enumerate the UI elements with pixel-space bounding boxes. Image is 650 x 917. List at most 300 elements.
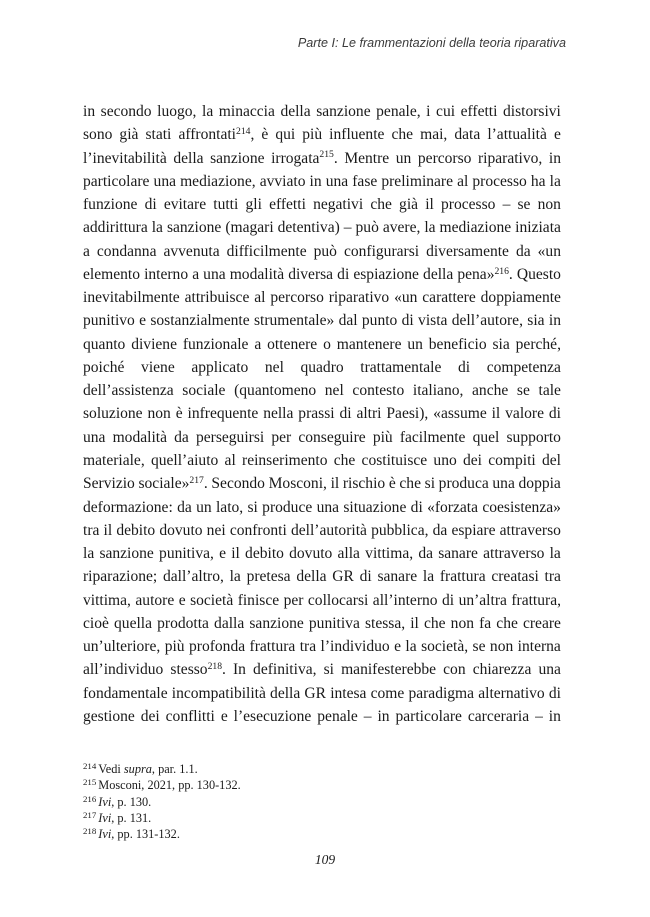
word: negativi	[313, 196, 364, 214]
word: data	[454, 126, 481, 144]
word: effetti	[460, 103, 498, 120]
word: mantenere	[336, 335, 402, 353]
word: detentiva)	[277, 219, 340, 237]
word: altri	[356, 405, 382, 423]
word: finisce	[237, 591, 280, 609]
text-run: .	[508, 265, 513, 283]
text-line	[83, 565, 561, 588]
word: elemento	[83, 265, 140, 283]
word: un	[196, 498, 212, 516]
word: in	[548, 312, 561, 330]
word: produca	[438, 475, 489, 493]
word: ha	[530, 172, 546, 190]
word: dovuto	[289, 545, 333, 563]
word: addirittura	[83, 219, 148, 237]
word: la	[229, 568, 241, 586]
text-run: .	[203, 475, 208, 493]
word: produce	[262, 498, 313, 516]
word: applicato	[191, 358, 249, 376]
word: Mosconi,	[268, 475, 327, 493]
word: il	[231, 545, 240, 563]
word: debito	[116, 521, 156, 539]
footnote-ref[interactable]: 217	[189, 474, 204, 486]
word: tale	[538, 382, 561, 400]
word: punitiva,	[159, 545, 214, 563]
word: modalità	[229, 265, 285, 283]
word: la	[424, 219, 436, 237]
word: dalla	[214, 614, 245, 632]
word: un’ulteriore,	[83, 638, 161, 656]
word: conseguire	[298, 428, 366, 446]
word: si	[424, 475, 436, 493]
word: conflitti	[165, 707, 215, 725]
word: società,	[421, 638, 469, 656]
word: percorso	[270, 289, 324, 307]
word: punto	[361, 312, 398, 330]
word: di	[442, 591, 455, 609]
word: la	[549, 545, 561, 563]
word: facilmente	[399, 428, 466, 446]
word: (magari	[225, 219, 274, 237]
word: strumentale»	[253, 312, 335, 330]
word: gli	[245, 196, 262, 214]
word: secondo	[100, 103, 152, 120]
word: –	[363, 707, 372, 725]
word: poiché	[83, 358, 125, 376]
word: «un	[394, 289, 418, 307]
text-run: sociale»	[138, 475, 190, 493]
word: tra	[544, 568, 561, 586]
word: una	[492, 475, 515, 493]
word: se	[517, 196, 531, 214]
word: doppiamente	[480, 289, 561, 307]
word: paradigma	[408, 684, 475, 702]
word: fondamentale	[83, 684, 168, 702]
word: processo	[472, 172, 527, 190]
text-line	[83, 658, 561, 681]
word: intesa	[330, 684, 367, 702]
word: competenza	[486, 358, 561, 376]
text-run: ,	[250, 126, 255, 144]
word: l’individuo	[320, 638, 390, 656]
word: avvenuta	[163, 242, 220, 260]
word: all’interno	[372, 591, 438, 609]
word: valore	[505, 405, 544, 423]
word: della	[280, 103, 311, 120]
word: nel	[324, 382, 344, 400]
footnote-text: , par. 1.1.	[151, 762, 198, 776]
footnote-item	[83, 826, 561, 842]
word: evitare	[163, 196, 207, 214]
word: mediazione	[439, 219, 512, 237]
word: a	[83, 242, 90, 260]
word: tra	[299, 638, 317, 656]
word: punitiva	[308, 614, 360, 632]
text-line	[83, 170, 561, 193]
word: dal	[338, 312, 358, 330]
word: riparativo,	[477, 149, 543, 167]
word: in	[377, 707, 390, 725]
word: dell’autore,	[451, 312, 523, 330]
word: punitivo	[83, 312, 135, 330]
word: particolare	[395, 707, 462, 725]
word: minaccia	[218, 103, 275, 120]
word: riparativo	[328, 289, 390, 307]
word: può	[355, 219, 379, 237]
word: e	[219, 545, 226, 563]
footnotes	[83, 761, 561, 842]
footnote-text: , p. 131.	[111, 810, 152, 825]
word: di	[410, 498, 423, 516]
word: influente	[329, 126, 385, 144]
footnote-number: 217	[83, 809, 97, 820]
word: da	[418, 545, 433, 563]
text-line	[83, 496, 561, 519]
word: per	[283, 591, 304, 609]
word: diversamente	[426, 242, 509, 260]
word: espiazione	[353, 265, 419, 283]
word: alla	[337, 545, 360, 563]
word: fase	[352, 172, 378, 190]
word: iniziata	[515, 219, 561, 237]
word: da	[174, 428, 189, 446]
footnote-italic: Ivi	[98, 810, 112, 825]
word: manifesterebbe	[341, 661, 437, 679]
word: mai,	[420, 126, 448, 144]
word: come	[370, 684, 405, 702]
word: della	[296, 568, 327, 586]
word: se	[472, 638, 486, 656]
footnote-ref[interactable]: 216	[494, 265, 509, 277]
word: di	[144, 196, 157, 214]
text-line	[83, 379, 561, 402]
text-run: stesso	[170, 661, 208, 679]
word: avviato	[259, 172, 306, 190]
word: italiano,	[412, 382, 464, 400]
text-line	[83, 193, 561, 216]
word: un’altra	[458, 591, 507, 609]
word: sanare	[438, 545, 478, 563]
word: sanzione	[316, 103, 371, 120]
word: più	[302, 126, 323, 144]
word: carattere	[422, 289, 476, 307]
word: tra	[83, 521, 100, 539]
word: società	[190, 591, 234, 609]
word: alternativo	[478, 684, 545, 702]
word: di	[401, 312, 414, 330]
word: che	[333, 451, 356, 469]
word: di	[548, 684, 561, 702]
text-run: pena»	[457, 265, 495, 283]
word: cui	[436, 103, 456, 120]
word: da	[515, 242, 531, 260]
word: è	[388, 475, 396, 493]
word: per	[271, 428, 292, 446]
word: carceraria	[467, 707, 530, 725]
word: situazione	[343, 498, 407, 516]
running-header: Parte I: Le frammentazioni della teoria riparativa	[297, 36, 566, 50]
word: difficilmente	[226, 242, 307, 260]
word: particolare	[83, 172, 150, 190]
word: al	[254, 289, 266, 307]
footnote-number: 218	[83, 826, 97, 837]
text-line	[83, 402, 561, 425]
word: processo	[441, 196, 496, 214]
word: compiti	[488, 451, 536, 469]
word-group	[138, 472, 207, 495]
footnote-item	[83, 810, 561, 826]
word: di	[458, 358, 471, 376]
word: sia	[492, 335, 510, 353]
word: la	[405, 638, 417, 656]
word: in	[548, 707, 561, 725]
word: doppia	[518, 475, 561, 493]
word: a	[254, 335, 262, 353]
text-line	[83, 309, 561, 332]
word: GR	[304, 684, 327, 702]
word: l’attualità	[487, 126, 547, 144]
word: al	[457, 172, 469, 190]
word: confronti	[229, 521, 287, 539]
word: non	[450, 614, 474, 632]
word: profonda	[189, 638, 246, 656]
word: dovuto	[159, 521, 203, 539]
word: cioè	[83, 614, 109, 632]
word: Mentre	[344, 149, 390, 167]
word: trattamentale	[360, 358, 442, 376]
word: pretesa	[246, 568, 291, 586]
text-run: irrogata	[271, 149, 320, 167]
word: la	[202, 103, 214, 120]
page-number: 109	[314, 852, 336, 867]
word: vista	[418, 312, 448, 330]
word: beneficio	[428, 335, 487, 353]
word: diviene	[131, 335, 177, 353]
word: –	[502, 196, 511, 214]
word: della	[173, 149, 204, 167]
text-line	[83, 123, 561, 146]
word: e	[178, 591, 186, 609]
word: e	[553, 126, 561, 144]
text-line	[83, 612, 561, 635]
word: penale	[317, 707, 358, 725]
word: sia	[527, 312, 545, 330]
word: autore	[135, 591, 175, 609]
word: sono	[83, 126, 113, 144]
text-line	[83, 100, 561, 123]
word: dall’altro,	[162, 568, 224, 586]
word: l’inevitabilità	[83, 149, 167, 167]
footnote-italic: Ivi	[98, 827, 112, 842]
footnote-text: Vedi	[98, 762, 124, 776]
word: incompatibilità	[171, 684, 266, 702]
word: rischio	[342, 475, 386, 493]
word: può	[313, 242, 337, 260]
footnote-italic: Ivi	[98, 794, 112, 809]
footnote-text: Mosconi, 2021, pp. 130-132.	[98, 778, 241, 793]
word: più	[372, 428, 393, 446]
word: soluzione	[83, 405, 143, 423]
word: vittima,	[83, 591, 131, 609]
text-line	[83, 589, 561, 612]
word: stessa,	[364, 614, 406, 632]
word: interno	[144, 265, 189, 283]
word: il	[425, 196, 434, 214]
word: di	[337, 265, 350, 283]
word: della	[270, 684, 301, 702]
word: penale,	[376, 103, 421, 120]
word: della	[423, 265, 454, 283]
word: che	[423, 614, 446, 632]
word: stati	[145, 126, 172, 144]
word: collocarsi	[307, 591, 369, 609]
word: il	[410, 614, 419, 632]
word: reinserimento	[242, 451, 328, 469]
word: dell’autorità	[290, 521, 367, 539]
word: che	[370, 196, 392, 214]
word: dei	[462, 451, 482, 469]
word: coesistenza»	[482, 498, 561, 516]
word: qui	[275, 126, 296, 144]
word: che	[399, 475, 421, 493]
word: quel	[472, 428, 500, 446]
word: attribuisce	[184, 289, 250, 307]
word: con	[443, 661, 466, 679]
word: definitiva,	[253, 661, 317, 679]
word: già	[119, 126, 139, 144]
word: sanzione	[249, 614, 304, 632]
word: Secondo	[211, 475, 265, 493]
word: e	[139, 312, 147, 330]
word: GR	[332, 568, 354, 586]
text-line	[83, 705, 561, 728]
word: In	[233, 661, 246, 679]
word: nel	[264, 358, 284, 376]
word: interna	[517, 638, 561, 656]
word: che	[496, 614, 518, 632]
footnote-item	[83, 761, 561, 777]
word: nella	[263, 405, 294, 423]
word: Questo	[516, 265, 561, 283]
word: Servizio	[83, 475, 135, 493]
word: (quantomeno	[234, 382, 317, 400]
word: nei	[206, 521, 226, 539]
text-line	[83, 519, 561, 542]
word: modalità	[112, 428, 167, 446]
footnote-ref[interactable]: 218	[207, 661, 223, 673]
word: costituisce	[361, 451, 428, 469]
word: una	[153, 172, 176, 190]
word: infrequente	[187, 405, 259, 423]
word: inevitabilmente	[83, 289, 180, 307]
word: un	[395, 149, 412, 167]
word: una	[325, 172, 349, 190]
word: mediazione,	[180, 172, 256, 190]
word: non	[537, 196, 561, 214]
word: di	[548, 405, 561, 423]
text-line	[83, 240, 561, 263]
word: deformazione:	[83, 498, 173, 516]
text-line	[83, 426, 561, 449]
word: di	[339, 405, 352, 423]
word: diversa	[288, 265, 334, 283]
text-line	[83, 356, 561, 379]
word: Paesi),	[386, 405, 429, 423]
footnote-text: , pp. 131-132.	[111, 827, 180, 842]
word-group	[178, 123, 254, 146]
footnote-ref[interactable]: 214	[236, 125, 251, 137]
word: vittima,	[365, 545, 414, 563]
word: «forzata	[427, 498, 479, 516]
text-line	[83, 635, 561, 658]
word: ottenere	[267, 335, 318, 353]
word: materiale,	[83, 451, 145, 469]
word: tutti	[213, 196, 239, 214]
word: attraverso	[483, 545, 545, 563]
word: una	[316, 498, 340, 516]
word: creare	[522, 614, 561, 632]
word-group	[457, 263, 512, 286]
word: funzione	[83, 196, 138, 214]
word: sanzione	[99, 545, 154, 563]
word: funzionale	[182, 335, 249, 353]
word: quadro	[300, 358, 344, 376]
word: a	[192, 265, 200, 283]
text-run: affrontati	[178, 126, 236, 144]
word: sanare	[377, 568, 418, 586]
word: non	[489, 638, 514, 656]
footnote-number: 216	[83, 793, 97, 804]
word: la	[422, 568, 435, 586]
word: frattura	[249, 638, 296, 656]
text-line	[83, 216, 561, 239]
word: preliminare	[381, 172, 454, 190]
text-line	[83, 542, 561, 565]
word: di	[359, 568, 372, 586]
word: i	[426, 103, 431, 120]
word: condanna	[96, 242, 157, 260]
word: contesto	[352, 382, 405, 400]
word: «assume	[433, 405, 487, 423]
word: si	[323, 661, 334, 679]
word: perseguirsi	[195, 428, 265, 446]
footnote-number: 215	[83, 777, 97, 788]
text-line	[83, 449, 561, 472]
word: uno	[433, 451, 457, 469]
word: la	[83, 545, 95, 563]
word: gestione	[83, 707, 135, 725]
word: chiarezza	[472, 661, 532, 679]
word-group	[271, 147, 338, 170]
word: del	[541, 451, 561, 469]
word: o	[323, 335, 331, 353]
footnote-number: 214	[83, 761, 97, 772]
word: lato,	[215, 498, 244, 516]
word: da	[177, 498, 192, 516]
text-line	[83, 147, 561, 170]
word: anche	[472, 382, 509, 400]
footnote-ref[interactable]: 215	[319, 149, 334, 161]
word: un	[407, 335, 423, 353]
word: sociale	[182, 382, 226, 400]
text-line	[83, 682, 561, 705]
word: non	[147, 405, 171, 423]
word: in	[83, 103, 96, 120]
word: debito	[245, 545, 284, 563]
text-line	[83, 263, 561, 286]
word: all’individuo	[83, 661, 164, 679]
word: da	[432, 521, 448, 539]
